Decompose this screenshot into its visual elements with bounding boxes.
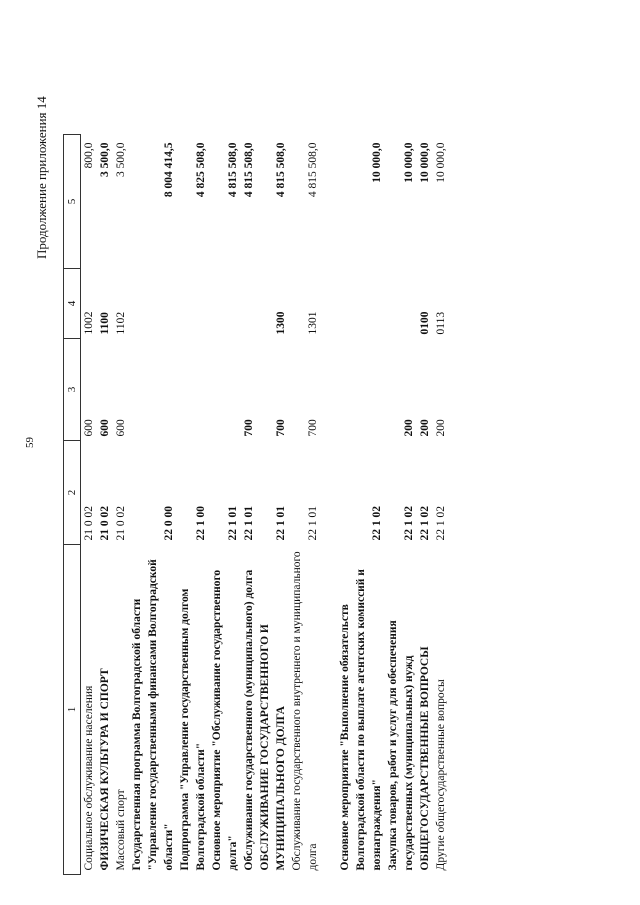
page-number: 59 [24, 437, 36, 448]
row-gap [321, 135, 337, 875]
table-row [385, 135, 417, 875]
row-amount: 8 004 414,5 [163, 142, 175, 198]
row-section: 1100 [99, 312, 111, 335]
row-amount: 4 815 508,0 [307, 142, 319, 198]
row-code: 22 1 01 [243, 506, 255, 541]
table-row [337, 135, 385, 875]
row-name: Закупка товаров, работ и услуг для обеспечения государственных (муниципальных) нужд [387, 620, 415, 871]
row-expense-type [337, 339, 385, 441]
row-expense-type: 600 [99, 419, 111, 437]
row-section: 1002 [83, 311, 95, 335]
row-code: 22 1 02 [435, 506, 447, 541]
row-expense-type: 700 [275, 419, 287, 437]
row-section: 0100 [419, 311, 431, 335]
row-name: Основное мероприятие "Обслуживание государственного долга" [211, 569, 239, 871]
budget-table [63, 134, 449, 875]
row-code: 22 0 00 [163, 506, 175, 541]
row-section: 1102 [115, 311, 127, 335]
row-expense-type: 600 [115, 419, 127, 437]
row-expense-type: 200 [403, 419, 415, 437]
column-header: 4 [64, 269, 81, 339]
row-amount: 10 000,0 [403, 142, 415, 183]
column-header: 5 [64, 135, 81, 269]
row-name: ОБЩЕГОСУДАРСТВЕННЫЕ ВОПРОСЫ [419, 646, 431, 871]
row-amount: 4 825 508,0 [195, 142, 207, 198]
row-section [385, 269, 417, 339]
row-code: 22 1 02 [371, 506, 383, 541]
table-row [129, 135, 177, 875]
column-header: 2 [64, 441, 81, 545]
table-row [241, 135, 257, 875]
table-body [81, 135, 450, 875]
row-section [177, 269, 209, 339]
budget-sheet [63, 135, 563, 875]
row-name: Социальное обслуживание населения [83, 685, 95, 871]
column-header: 3 [64, 339, 81, 441]
table-row [209, 135, 241, 875]
row-name: Обслуживание государственного (муниципального) долга [243, 569, 255, 871]
row-amount: 4 815 508,0 [227, 142, 239, 198]
row-code: 21 0 02 [83, 506, 95, 541]
row-amount: 800,0 [83, 142, 95, 169]
row-expense-type [209, 339, 241, 441]
row-expense-type: 700 [307, 419, 319, 437]
row-section: 1300 [275, 311, 287, 335]
row-gap-cell [321, 135, 337, 875]
row-code: 22 1 02 [419, 506, 431, 541]
table-row [257, 135, 289, 875]
row-expense-type [129, 339, 177, 441]
table-row [177, 135, 209, 875]
row-name: Обслуживание государственного внутреннего и муниципального долга [291, 551, 319, 871]
row-amount: 10 000,0 [371, 142, 383, 183]
row-name: Основное мероприятие "Выполнение обязательств Волгоградской области по выплате агентских комиссий и вознаграждения" [339, 569, 383, 871]
row-name: Массовый спорт [115, 789, 127, 871]
row-name: ФИЗИЧЕСКАЯ КУЛЬТУРА И СПОРТ [99, 668, 111, 871]
row-amount: 4 815 508,0 [243, 142, 255, 198]
row-amount: 10 000,0 [419, 142, 431, 183]
row-code: 22 1 02 [403, 506, 415, 541]
row-section [337, 269, 385, 339]
row-name: Государственная программа Волгоградской области "Управление государственными финансами Волгоградской области" [131, 559, 175, 871]
row-expense-type: 600 [83, 419, 95, 437]
row-expense-type [177, 339, 209, 441]
row-name: Другие общегосударственные вопросы [435, 679, 447, 871]
row-section [241, 269, 257, 339]
row-expense-type: 700 [243, 419, 255, 437]
table-row [113, 135, 129, 875]
table-header [64, 135, 81, 875]
row-code: 22 1 01 [227, 506, 239, 541]
row-section [129, 269, 177, 339]
appendix-header: Продолжение приложения 14 [34, 96, 49, 259]
row-section: 0113 [435, 311, 447, 335]
row-name: Подпрограмма "Управление государственным долгом Волгоградской области" [179, 588, 207, 871]
table-row [417, 135, 433, 875]
row-amount: 3 500,0 [115, 142, 127, 177]
row-amount: 3 500,0 [99, 142, 111, 177]
row-section: 1301 [307, 311, 319, 335]
column-header: 1 [64, 545, 81, 875]
row-code: 21 0 02 [99, 506, 111, 541]
row-expense-type: 200 [419, 419, 431, 437]
table-row [289, 135, 321, 875]
row-amount: 4 815 508,0 [275, 142, 287, 198]
row-code: 21 0 02 [115, 506, 127, 541]
row-code: 22 1 01 [307, 506, 319, 541]
row-amount: 10 000,0 [435, 142, 447, 183]
table-row [81, 135, 98, 875]
row-section [209, 269, 241, 339]
row-expense-type: 200 [435, 419, 447, 437]
table-row [97, 135, 113, 875]
table-row [433, 135, 449, 875]
row-code: 22 1 00 [195, 506, 207, 541]
row-name: ОБСЛУЖИВАНИЕ ГОСУДАРСТВЕННОГО И МУНИЦИПАЛЬНОГО ДОЛГА [259, 624, 287, 871]
row-code: 22 1 01 [275, 506, 287, 541]
